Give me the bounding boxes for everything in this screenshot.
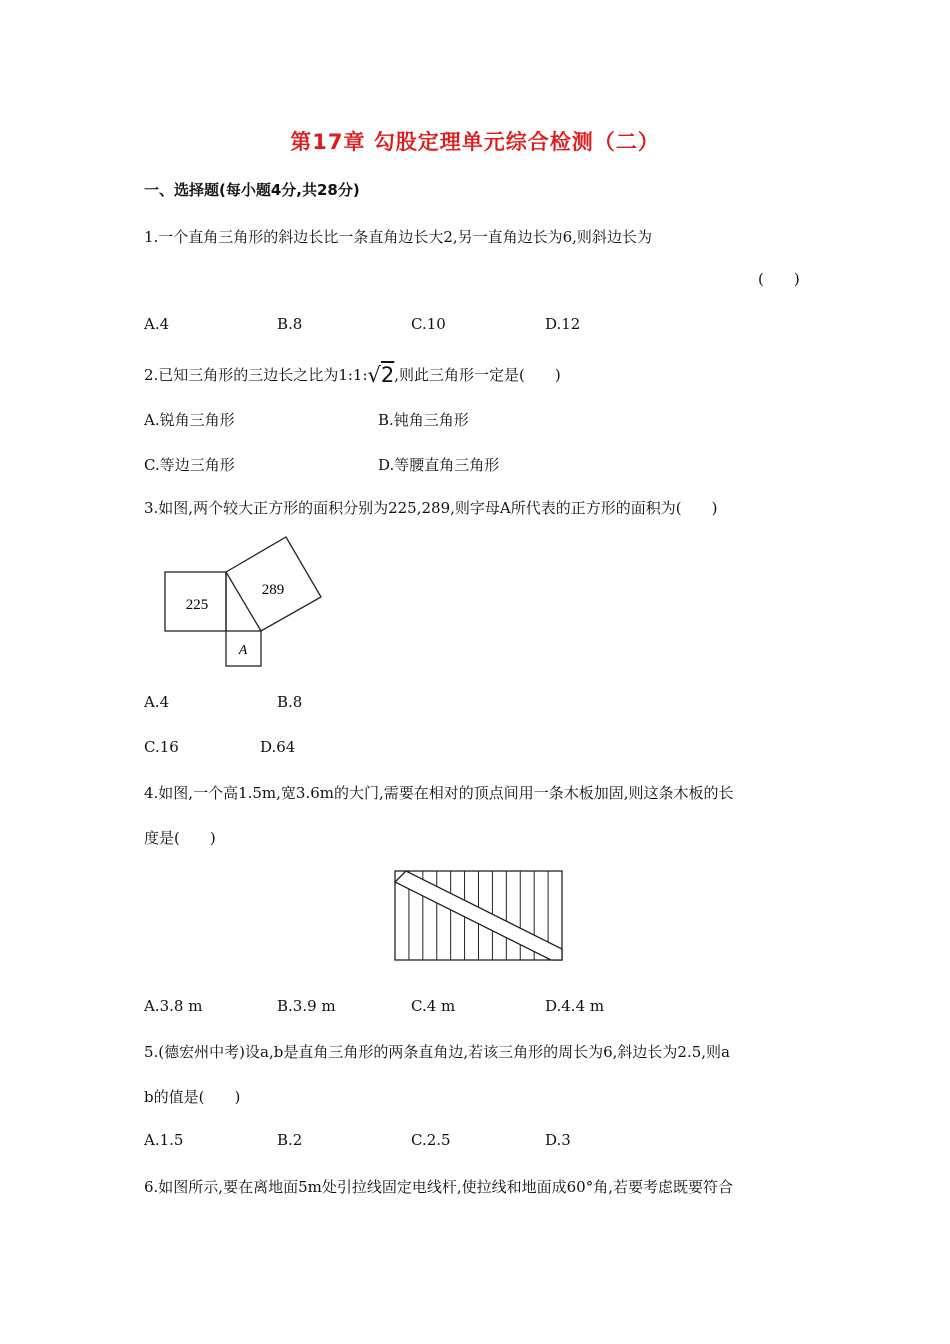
- question-3-stem: 3.如图,两个较大正方形的面积分别为225,289,则字母A所代表的正方形的面积为( ): [144, 499, 718, 517]
- sqrt-symbol: √2: [367, 363, 395, 387]
- question-5-option-b: B.2: [277, 1131, 303, 1149]
- question-1-option-c: C.10: [411, 315, 446, 333]
- squares-figure: [160, 532, 330, 672]
- gate-figure: [390, 866, 568, 966]
- question-1-option-d: D.12: [545, 315, 581, 333]
- question-4-stem-line-2: 度是( ): [144, 829, 216, 847]
- question-4-option-a: A.3.8 m: [144, 997, 203, 1015]
- question-3-option-a: A.4: [144, 693, 170, 711]
- label-a: A: [238, 643, 248, 658]
- question-2-option-b: B.钝角三角形: [378, 411, 469, 429]
- question-5-option-a: A.1.5: [144, 1131, 184, 1149]
- question-4-option-c: C.4 m: [411, 997, 456, 1015]
- page-title: 第17章 勾股定理单元综合检测（二）: [290, 130, 660, 154]
- question-2-option-a: A.锐角三角形: [144, 411, 235, 429]
- label-289: 289: [261, 582, 285, 598]
- question-5-stem-line-1: 5.(德宏州中考)设a,b是直角三角形的两条直角边,若该三角形的周长为6,斜边长为2.5,则a: [144, 1043, 730, 1061]
- label-225: 225: [185, 597, 209, 613]
- question-3-option-d: D.64: [260, 738, 296, 756]
- question-2-option-c: C.等边三角形: [144, 456, 235, 474]
- question-2-stem: [144, 363, 561, 387]
- section-heading: 一、选择题(每小题4分,共28分): [144, 181, 360, 199]
- sqrt-value: 2: [380, 363, 395, 387]
- question-1-option-b: B.8: [277, 315, 303, 333]
- question-3-option-c: C.16: [144, 738, 179, 756]
- question-1-answer-blank: ( ): [758, 270, 800, 288]
- question-4-option-b: B.3.9 m: [277, 997, 336, 1015]
- question-4-option-d: D.4.4 m: [545, 997, 605, 1015]
- question-4-stem-line-1: 4.如图,一个高1.5m,宽3.6m的大门,需要在相对的顶点间用一条木板加固,则这条木板的长: [144, 784, 734, 802]
- question-1-stem: 1.一个直角三角形的斜边长比一条直角边长大2,另一直角边长为6,则斜边长为: [144, 228, 652, 246]
- question-1-option-a: A.4: [144, 315, 170, 333]
- question-6-stem: 6.如图所示,要在离地面5m处引拉线固定电线杆,使拉线和地面成60°角,若要考虑既要符合: [144, 1178, 733, 1196]
- question-3-option-b: B.8: [277, 693, 303, 711]
- question-5-option-c: C.2.5: [411, 1131, 451, 1149]
- question-5-option-d: D.3: [545, 1131, 571, 1149]
- question-2-option-d: D.等腰直角三角形: [378, 456, 500, 474]
- question-5-stem-line-2: b的值是( ): [144, 1088, 241, 1106]
- question-2-stem-after: ,则此三角形一定是( ): [394, 366, 561, 384]
- question-2-stem-before: 2.已知三角形的三边长之比为1:1:: [144, 366, 368, 384]
